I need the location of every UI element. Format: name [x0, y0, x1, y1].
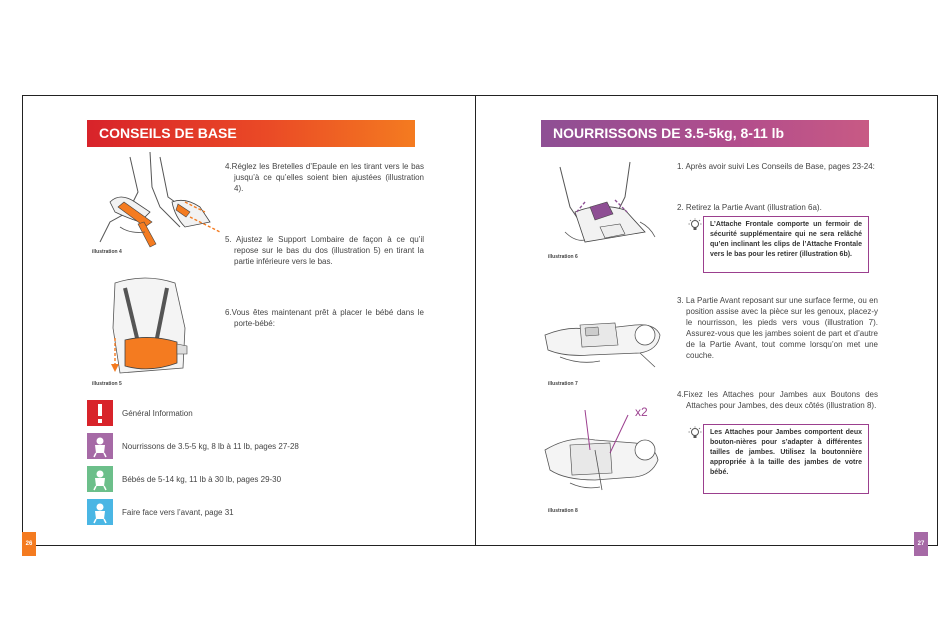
leg-straps-note: Les Attaches pour Jambes comportent deux bouton-nières pour s’adapter à différentes tailles de jambes. Utilisez la boutonnière appropriée à la taille des jambes de votre bébé.: [703, 424, 869, 494]
illustration-8: [540, 405, 670, 505]
illustration-5-caption: illustration 5: [92, 381, 122, 387]
front-buckle-note: L’Attache Frontale comporte un fermoir de sécurité supplémentaire qui ne sera relâché qu’en inclinant les clips de l’Attache Frontale vers le bas pour les retirer (illustration 6b).: [703, 216, 869, 273]
right-step-4: 4.Fixez les Attaches pour Jambes aux Boutons des Attaches pour Jambes, des deux côtés (illustration 8).: [677, 390, 878, 410]
illustration-5: [95, 268, 205, 383]
lightbulb-icon: [688, 426, 702, 440]
right-page-header: NOURRISSONS DE 3.5-5kg, 8-11 lb: [541, 120, 869, 147]
baby-icon: [87, 466, 113, 492]
illustration-6-caption: illustration 6: [548, 254, 578, 260]
left-page-number: 26: [22, 532, 36, 556]
lightbulb-icon: [688, 218, 702, 232]
right-page-number: 27: [914, 532, 928, 556]
right-step-3: 3. La Partie Avant reposant sur une surface ferme, ou en position assise avec la pièce sur les genoux, placez-y le nourrisson, les pieds vers vous (illustration 7). Assurez-vous que les jambes soient de part et d’autre de la Partie Avant, tout comme lorsqu’on met une couche.: [677, 296, 878, 360]
page-divider: [475, 95, 476, 546]
left-step-5: 5. Ajustez le Support Lombaire de façon à ce qu’il repose sur le bas du dos (illustration 5) en tirant la partie inférieure vers le bas.: [225, 235, 424, 266]
right-step-1: 1. Après avoir suivi Les Conseils de Base, pages 23-24:: [677, 162, 875, 171]
illustration-4-caption: illustration 4: [92, 249, 122, 255]
right-step-2: 2. Retirez la Partie Avant (illustration 6a).: [677, 203, 822, 212]
illustration-7-caption: illustration 7: [548, 381, 578, 387]
legend-general-info: Général Information: [122, 409, 193, 418]
legend-forward: Faire face vers l’avant, page 31: [122, 508, 234, 517]
left-page-header: CONSEILS DE BASE: [87, 120, 415, 147]
left-step-6: 6.Vous êtes maintenant prêt à placer le bébé dans le porte-bébé:: [225, 308, 424, 328]
left-step-4: 4.Réglez les Bretelles d’Epaule en les tirant vers le bas jusqu’à ce qu’elles soient bien ajustées (illustration 4).: [225, 162, 424, 193]
x2-label: x2: [635, 405, 648, 419]
illustration-7: [540, 295, 670, 380]
legend-baby: Bébés de 5-14 kg, 11 lb à 30 lb, pages 29-30: [122, 475, 282, 484]
forward-baby-icon: [87, 499, 113, 525]
illustration-8-caption: illustration 8: [548, 508, 578, 514]
infant-icon: [87, 433, 113, 459]
exclamation-icon: [87, 400, 113, 426]
illustration-6: [545, 152, 670, 252]
illustration-4: [90, 152, 225, 252]
legend-infant: Nourrissons de 3.5-5 kg, 8 lb à 11 lb, pages 27-28: [122, 442, 299, 451]
